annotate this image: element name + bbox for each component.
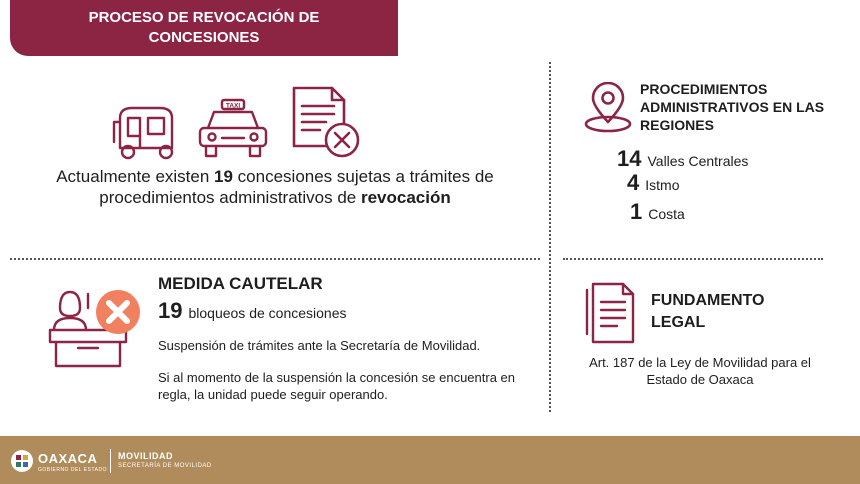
- medida-count-row: [158, 298, 347, 324]
- main-statement: [40, 166, 510, 208]
- medida-count-label: bloqueos de concesiones: [188, 305, 347, 321]
- fundamento-title: FUNDAMENTO LEGAL: [651, 292, 765, 331]
- footer-dept: MOVILIDAD: [118, 451, 173, 461]
- title-banner: [10, 0, 398, 56]
- medida-count: 19: [158, 298, 183, 323]
- statement-text-start: Actualmente existen: [56, 167, 215, 186]
- region-row: [627, 170, 679, 196]
- region-row: [617, 146, 748, 172]
- vertical-divider: [549, 62, 551, 412]
- region-row: [630, 199, 685, 225]
- vehicle-icons: [110, 84, 364, 162]
- taxi-icon: [194, 98, 272, 162]
- footer-org: OAXACA: [38, 451, 98, 466]
- office-worker-blocked-icon: [48, 286, 146, 368]
- footer-bar: [0, 436, 860, 484]
- medida-paragraph-1: Suspensión de trámites ante la Secretaría de Movilidad.: [158, 338, 481, 353]
- region-count: 14: [617, 146, 642, 171]
- region-count: 4: [627, 170, 640, 195]
- oaxaca-emblem-icon: [10, 449, 34, 473]
- medida-paragraph-2: Si al momento de la suspensión la concesión se encuentra en regla, la unidad puede seguir operando.: [158, 370, 515, 402]
- statement-text-middle: concesiones sujetas a trámites de procedimientos administrativos de: [99, 167, 494, 207]
- svg-text:TAXI: TAXI: [225, 102, 241, 110]
- concessions-count: 19: [214, 167, 233, 186]
- footer-separator: [110, 449, 111, 473]
- mototaxi-icon: [110, 102, 178, 162]
- region-label: Costa: [648, 206, 685, 222]
- horizontal-divider-left: [10, 258, 540, 260]
- page-title: PROCESO DE REVOCACIÓN DE CONCESIONES: [88, 9, 320, 46]
- law-document-icon: [583, 280, 637, 346]
- region-label: Istmo: [645, 177, 680, 193]
- fundamento-text: Art. 187 de la Ley de Movilidad para el Estado de Oaxaca: [589, 355, 811, 387]
- cancelled-document-icon: [288, 84, 364, 162]
- regions-title: PROCEDIMIENTOS ADMINISTRATIVOS EN LAS REGIONES: [640, 81, 825, 133]
- region-count: 1: [630, 199, 643, 224]
- footer-dept-sub: SECRETARÍA DE MOVILIDAD: [118, 463, 212, 469]
- region-label: Valles Centrales: [647, 153, 749, 169]
- medida-title: MEDIDA CAUTELAR: [158, 274, 323, 293]
- footer-org-sub: GOBIERNO DEL ESTADO: [38, 467, 107, 473]
- horizontal-divider-right: [563, 258, 823, 260]
- statement-keyword: revocación: [360, 188, 451, 207]
- location-pin-icon: [583, 82, 633, 134]
